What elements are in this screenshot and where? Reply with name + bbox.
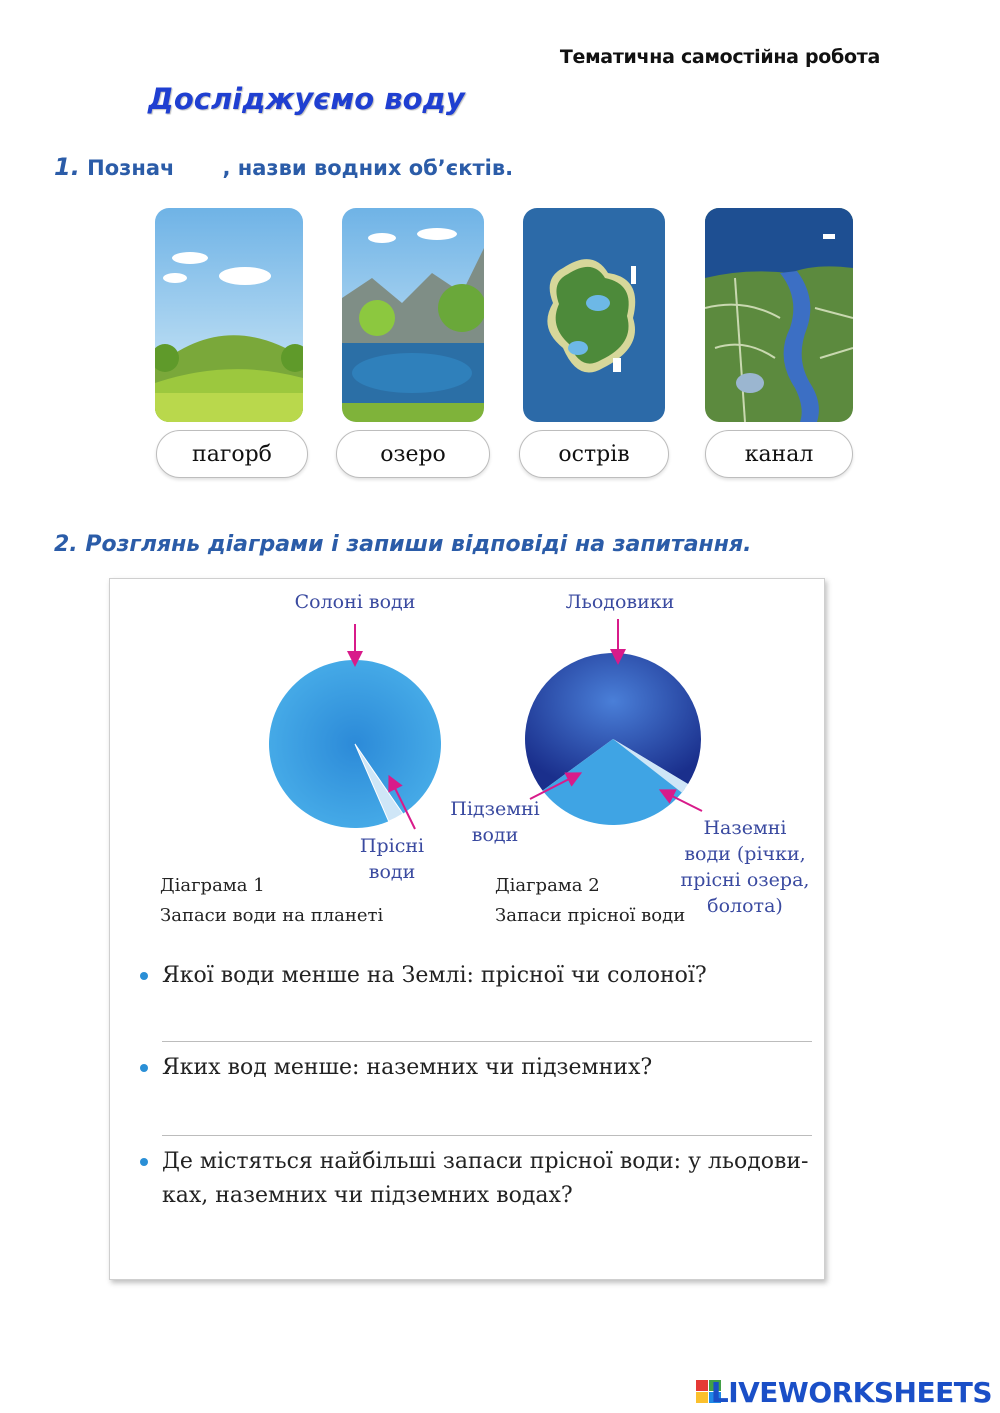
header-label: Тематична самостійна робота xyxy=(559,46,880,68)
card-label-lake: озеро xyxy=(336,430,490,478)
answer-line-2[interactable] xyxy=(162,1135,812,1136)
card-label-canal: канал xyxy=(705,430,853,478)
canal-illustration xyxy=(705,208,853,422)
label-glaciers: Льодовики xyxy=(565,591,675,613)
task1-text-after: , назви водних об’єктів. xyxy=(222,156,514,180)
question-3: Де містяться найбільші запаси прісної води: у льодови- ках, наземних чи підземних водах? xyxy=(162,1145,809,1213)
label-salt-water: Солоні води xyxy=(294,591,416,613)
island-illustration xyxy=(523,208,665,422)
bullet-icon xyxy=(140,1064,148,1072)
question-2: Яких вод менше: наземних чи підземних? xyxy=(162,1051,652,1085)
task2-instruction: 2. Розглянь діаграми і запиши відповіді на запитання. xyxy=(54,532,752,557)
task1-instruction xyxy=(54,153,513,181)
diagram2-caption: Діаграма 2 Запаси прісної води xyxy=(495,875,686,926)
lake-illustration xyxy=(342,208,484,422)
diagram1-caption: Діаграма 1 Запаси води на планеті xyxy=(160,875,384,926)
card-label-hill: пагорб xyxy=(156,430,308,478)
label-fresh-water: Прісні води xyxy=(359,835,425,883)
label-surface-water: Наземні води (річки, прісні озера, болота) xyxy=(680,817,810,917)
bullet-icon xyxy=(140,1158,148,1166)
label-groundwater: Підземні води xyxy=(450,798,540,846)
task1-number: 1. xyxy=(54,153,80,181)
task1-text-before: Познач xyxy=(87,156,175,180)
hill-illustration xyxy=(155,208,303,422)
card-label-island: острів xyxy=(519,430,669,478)
brand-name: LIVEWORKSHEETS xyxy=(710,1376,992,1409)
question-1: Якої води менше на Землі: прісної чи солоної? xyxy=(162,959,707,993)
bullet-icon xyxy=(140,972,148,980)
page-title: Досліджуємо воду xyxy=(148,82,465,116)
answer-line-1[interactable] xyxy=(162,1041,812,1042)
diagrams-panel xyxy=(109,578,825,1280)
